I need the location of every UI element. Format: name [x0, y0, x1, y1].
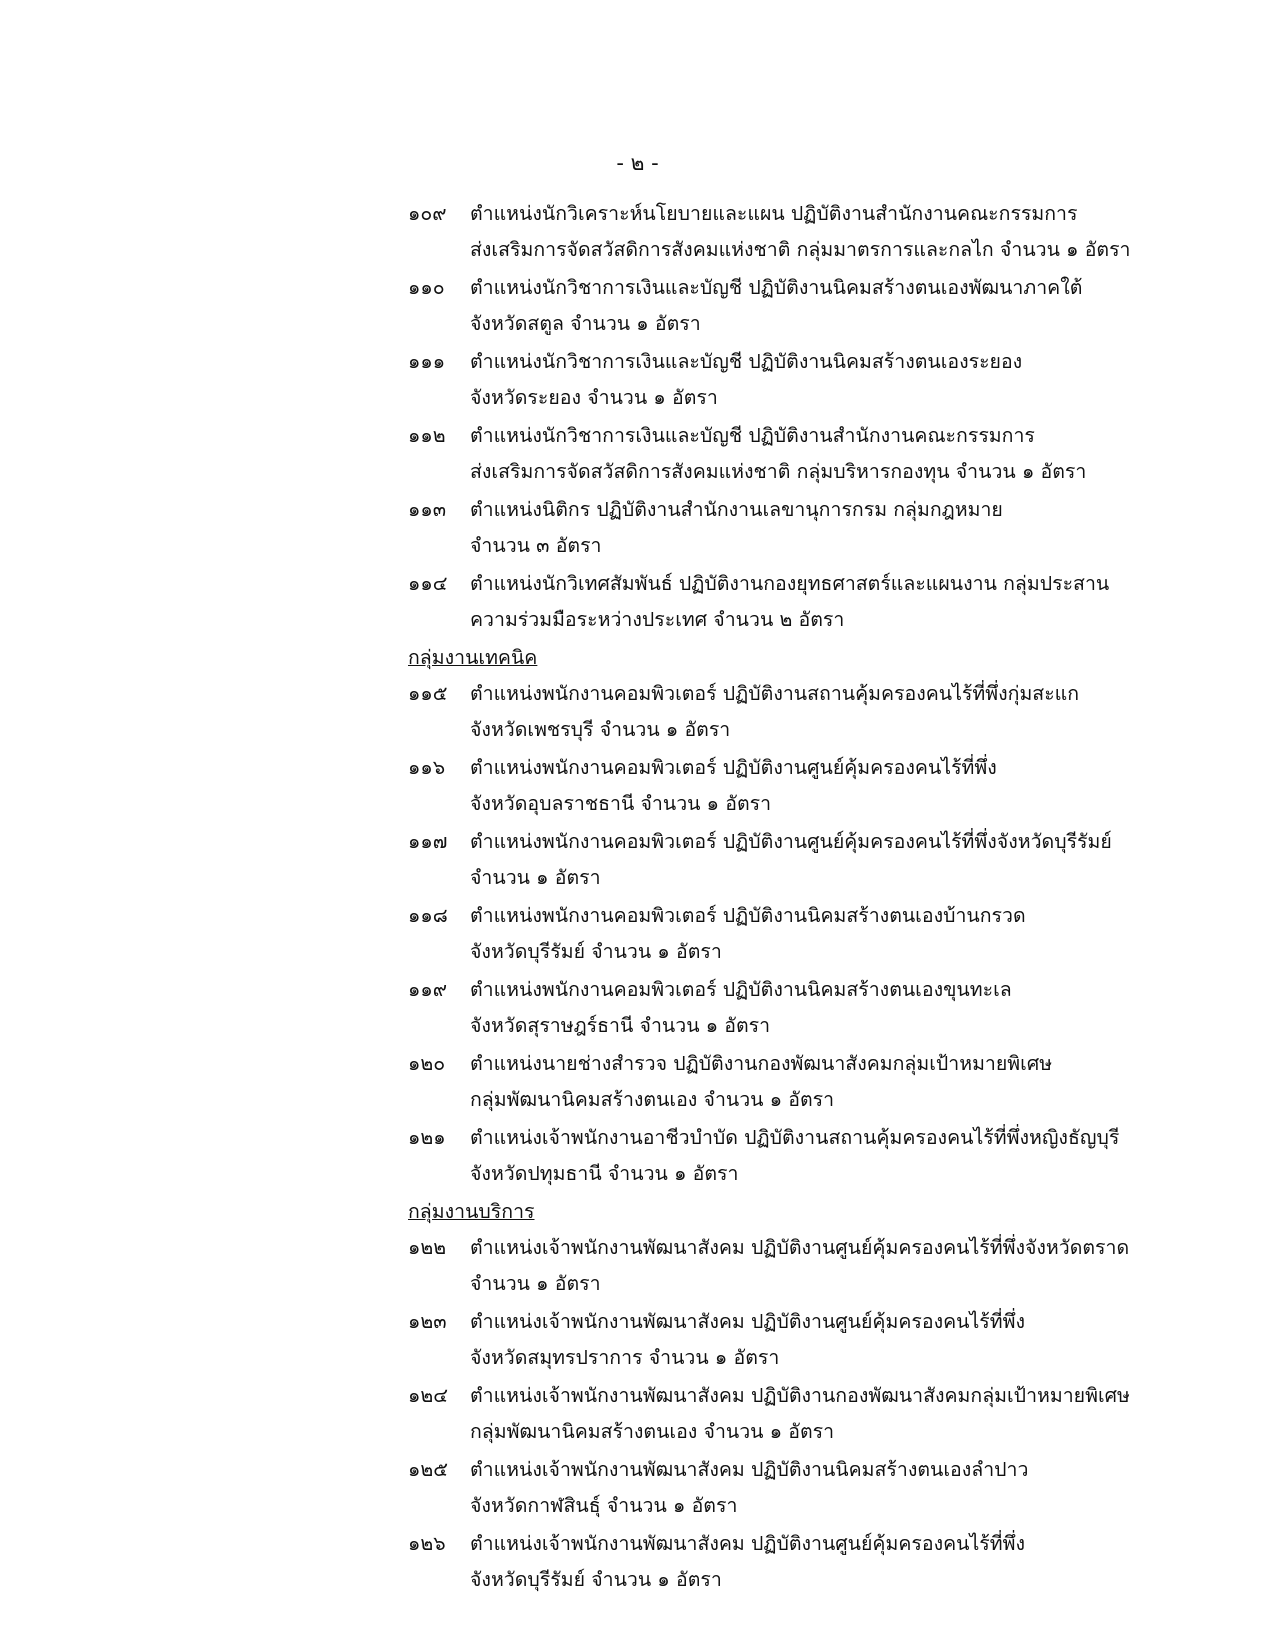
item-text-line1: ตำแหน่งเจ้าพนักงานพัฒนาสังคม ปฏิบัติงานศูนย์คุ้มครองคนไร้ที่พึ่ง: [470, 1310, 1025, 1333]
item-number: ๑๑๓: [408, 498, 447, 521]
item-text-line2: ส่งเสริมการจัดสวัสดิการสังคมแห่งชาติ กลุ่มบริหารกองทุน จำนวน ๑ อัตรา: [470, 460, 1087, 483]
admin-section: [0, 196, 1275, 640]
item-text-line2: จำนวน ๓ อัตรา: [470, 534, 602, 557]
item-text-line2: กลุ่มพัฒนานิคมสร้างตนเอง จำนวน ๑ อัตรา: [470, 1420, 835, 1443]
item-text-line2: จังหวัดสุราษฎร์ธานี จำนวน ๑ อัตรา: [470, 1014, 771, 1037]
item-number: ๑๐๙: [408, 202, 447, 225]
item-text-line2: ความร่วมมือระหว่างประเทศ จำนวน ๒ อัตรา: [470, 608, 845, 631]
section-heading: [0, 1194, 1275, 1230]
item-number: ๑๒๓: [408, 1310, 447, 1333]
section-heading-text: กลุ่มงานเทคนิค: [408, 646, 538, 669]
item-text-line1: ตำแหน่งนักวิชาการเงินและบัญชี ปฏิบัติงานนิคมสร้างตนเองพัฒนาภาคใต้: [470, 276, 1083, 299]
item-text-line2: จังหวัดระยอง จำนวน ๑ อัตรา: [470, 386, 718, 409]
list-item: [0, 1120, 1275, 1194]
item-text-line1: ตำแหน่งเจ้าพนักงานอาชีวบำบัด ปฏิบัติงานสถานคุ้มครองคนไร้ที่พึ่งหญิงธัญบุรี: [470, 1126, 1120, 1149]
item-text-line1: ตำแหน่งพนักงานคอมพิวเตอร์ ปฏิบัติงานศูนย์คุ้มครองคนไร้ที่พึ่ง: [470, 756, 997, 779]
item-text-line2: จังหวัดกาฬสินธุ์ จำนวน ๑ อัตรา: [470, 1494, 738, 1517]
item-number: ๑๑๘: [408, 904, 448, 927]
item-number: ๑๒๖: [408, 1532, 446, 1555]
item-number: ๑๒๒: [408, 1236, 447, 1259]
item-text-line2: จำนวน ๑ อัตรา: [470, 866, 601, 889]
item-text-line1: ตำแหน่งพนักงานคอมพิวเตอร์ ปฏิบัติงานศูนย์คุ้มครองคนไร้ที่พึ่งจังหวัดบุรีรัมย์: [470, 830, 1112, 853]
list-item: [0, 1526, 1275, 1600]
service-section: [0, 1194, 1275, 1600]
section-heading-text: กลุ่มงานบริการ: [408, 1200, 535, 1223]
list-item: [0, 1046, 1275, 1120]
technical-section: [0, 640, 1275, 1194]
item-number: ๑๑๕: [408, 682, 448, 705]
list-item: [0, 1230, 1275, 1304]
item-text-line1: ตำแหน่งเจ้าพนักงานพัฒนาสังคม ปฏิบัติงานกองพัฒนาสังคมกลุ่มเป้าหมายพิเศษ: [470, 1384, 1130, 1407]
item-text-line2: จังหวัดบุรีรัมย์ จำนวน ๑ อัตรา: [470, 1568, 722, 1591]
list-item: [0, 898, 1275, 972]
list-item: [0, 1452, 1275, 1526]
item-text-line2: จำนวน ๑ อัตรา: [470, 1272, 601, 1295]
item-text-line2: จังหวัดสตูล จำนวน ๑ อัตรา: [470, 312, 701, 335]
item-number: ๑๑๐: [408, 276, 445, 299]
item-number: ๑๒๔: [408, 1384, 448, 1407]
list-item: [0, 566, 1275, 640]
item-number: ๑๑๑: [408, 350, 446, 373]
item-text-line1: ตำแหน่งนิติกร ปฏิบัติงานสำนักงานเลขานุการกรม กลุ่มกฎหมาย: [470, 498, 1003, 521]
item-text-line2: จังหวัดปทุมธานี จำนวน ๑ อัตรา: [470, 1162, 739, 1185]
item-text-line1: ตำแหน่งนักวิชาการเงินและบัญชี ปฏิบัติงานสำนักงานคณะกรรมการ: [470, 424, 1035, 447]
list-item: [0, 1304, 1275, 1378]
section-heading: [0, 640, 1275, 676]
list-item: [0, 344, 1275, 418]
item-text-line1: ตำแหน่งนักวิเทศสัมพันธ์ ปฏิบัติงานกองยุทธศาสตร์และแผนงาน กลุ่มประสาน: [470, 572, 1110, 595]
list-item: [0, 972, 1275, 1046]
list-item: [0, 270, 1275, 344]
item-text-line1: ตำแหน่งพนักงานคอมพิวเตอร์ ปฏิบัติงานสถานคุ้มครองคนไร้ที่พึ่งกุ่มสะแก: [470, 682, 1080, 705]
list-item: [0, 196, 1275, 270]
item-text-line1: ตำแหน่งเจ้าพนักงานพัฒนาสังคม ปฏิบัติงานนิคมสร้างตนเองลำปาว: [470, 1458, 1029, 1481]
item-text-line1: ตำแหน่งนายช่างสำรวจ ปฏิบัติงานกองพัฒนาสังคมกลุ่มเป้าหมายพิเศษ: [470, 1052, 1053, 1075]
item-text-line2: กลุ่มพัฒนานิคมสร้างตนเอง จำนวน ๑ อัตรา: [470, 1088, 835, 1111]
item-text-line1: ตำแหน่งเจ้าพนักงานพัฒนาสังคม ปฏิบัติงานศูนย์คุ้มครองคนไร้ที่พึ่งจังหวัดตราด: [470, 1236, 1130, 1259]
list-item: [0, 676, 1275, 750]
item-number: ๑๑๒: [408, 424, 446, 447]
item-text-line2: จังหวัดเพชรบุรี จำนวน ๑ อัตรา: [470, 718, 731, 741]
item-text-line1: ตำแหน่งนักวิชาการเงินและบัญชี ปฏิบัติงานนิคมสร้างตนเองระยอง: [470, 350, 1023, 373]
list-item: [0, 492, 1275, 566]
item-text-line2: ส่งเสริมการจัดสวัสดิการสังคมแห่งชาติ กลุ่มมาตรการและกลไก จำนวน ๑ อัตรา: [470, 238, 1131, 261]
item-number: ๑๑๙: [408, 978, 448, 1001]
item-text-line2: จังหวัดบุรีรัมย์ จำนวน ๑ อัตรา: [470, 940, 722, 963]
item-text-line2: จังหวัดสมุทรปราการ จำนวน ๑ อัตรา: [470, 1346, 780, 1369]
item-text-line2: จังหวัดอุบลราชธานี จำนวน ๑ อัตรา: [470, 792, 772, 815]
page-number: - ๒ -: [616, 151, 659, 175]
item-number: ๑๒๕: [408, 1458, 448, 1481]
list-item: [0, 1378, 1275, 1452]
item-text-line1: ตำแหน่งพนักงานคอมพิวเตอร์ ปฏิบัติงานนิคมสร้างตนเองบ้านกรวด: [470, 904, 1026, 927]
item-text-line1: ตำแหน่งนักวิเคราะห์นโยบายและแผน ปฏิบัติงานสำนักงานคณะกรรมการ: [470, 202, 1078, 225]
item-number: ๑๒๐: [408, 1052, 446, 1075]
list-item: [0, 418, 1275, 492]
list-item: [0, 824, 1275, 898]
item-text-line1: ตำแหน่งเจ้าพนักงานพัฒนาสังคม ปฏิบัติงานศูนย์คุ้มครองคนไร้ที่พึ่ง: [470, 1532, 1025, 1555]
item-number: ๑๒๑: [408, 1126, 446, 1149]
item-number: ๑๑๔: [408, 572, 448, 595]
item-number: ๑๑๖: [408, 756, 446, 779]
document-body: [0, 196, 1275, 1600]
list-item: [0, 750, 1275, 824]
item-number: ๑๑๗: [408, 830, 448, 853]
item-text-line1: ตำแหน่งพนักงานคอมพิวเตอร์ ปฏิบัติงานนิคมสร้างตนเองขุนทะเล: [470, 978, 1012, 1001]
